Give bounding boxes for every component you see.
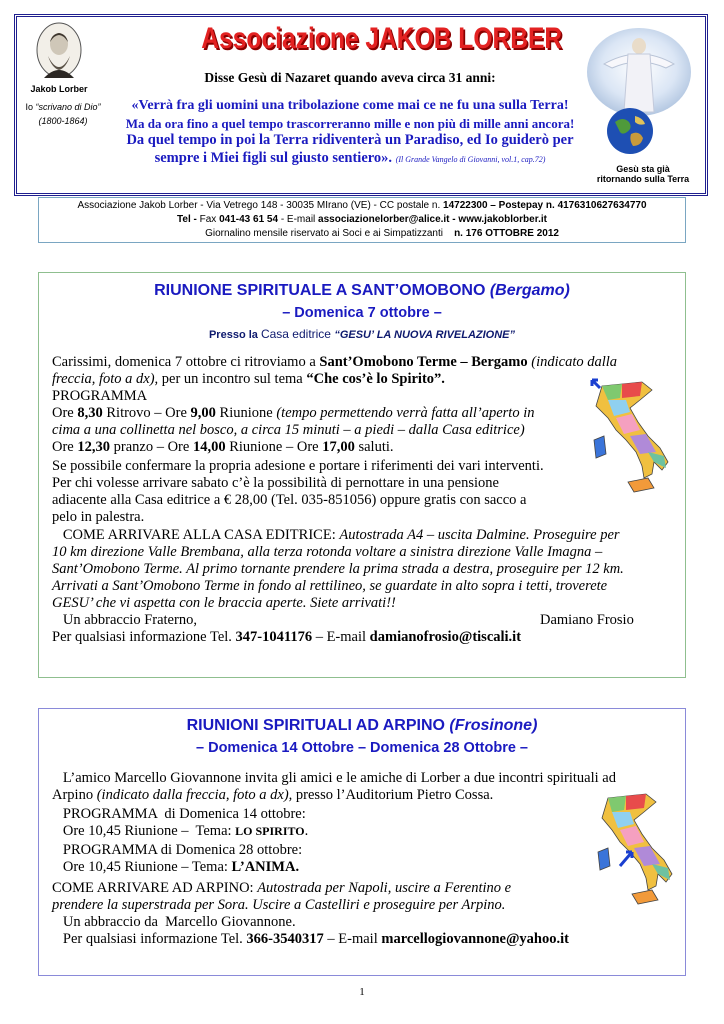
signer-name: Damiano Frosio [540,612,634,628]
portrait-caption-years: (1800-1864) [38,116,88,126]
quote-line: sempre i Miei figli sul giusto sentiero». (Il Grande Vangelo di Giovanni, vol.1, cap.72) [154,150,546,166]
section2-body: L’amico Marcello Giovannone invita gli amici e le amiche di Lorber a due incontri spirituali ad Arpino (indicato dalla freccia, foto a dx), presso l’Auditorium Pietro Cossa. PROGRAMMA di Domenica 14 ottobre: Ore 10,45 Riunione – Tema: LO SPIRITO. PROGRAMMA di Domenica 28 ottobre: Ore 10,45 Riunione – Tema: L’ANIMA. COME ARRIVARE AD ARPINO: Autostrada per Napoli, uscire a Ferentino e prendere la superstrada per Sora. Uscire a Castelliri e proseguire per Arpino. Un abbraccio da Marcello Giovannone. Per qualsiasi informazione Tel. 366-3540317 – E-mail marcellogiovannone@yahoo.it [52,770,616,947]
section-venue: Presso la Casa editrice “GESU’ LA NUOVA RIVELAZIONE” [208,327,516,341]
section-date: – Domenica 14 Ottobre – Domenica 28 Ottobre – [196,740,528,756]
jesus-image [584,24,694,118]
portrait-caption-name: Jakob Lorber [30,84,88,94]
portrait-caption-role: Io “scrivano di Dio” [25,102,101,112]
quote-line: Ma da ora fino a quel tempo trascorreranno mille e non più di mille anni ancora! [125,116,575,131]
quote-line: Da quel tempo in poi la Terra ridiventerà un Paradiso, ed Io guiderò per [126,132,574,148]
jesus-caption: Gesù sta già ritornando sulla Terra [596,164,690,184]
section-date: – Domenica 7 ottobre – [282,305,442,321]
section-title: RIUNIONI SPIRITUALI AD ARPINO (Frosinone) [186,717,538,734]
section-title: RIUNIONE SPIRITUALE A SANT’OMOBONO (Bergamo) [154,282,570,299]
globe-icon [605,106,655,156]
page-number: 1 [359,986,365,998]
page-title: Associazione JAKOB LORBER [201,22,563,55]
italy-map-bergamo [582,378,678,498]
italy-map-arpino [590,790,680,914]
quote-reference: (Il Grande Vangelo di Giovanni, vol.1, cap.72) [395,155,546,164]
quote-line: «Verrà fra gli uomini una tribolazione come mai ce ne fu una sulla Terra! [131,98,569,113]
section1-body: Carissimi, domenica 7 ottobre ci ritroviamo a Sant’Omobono Terme – Bergamo (indicato dalla freccia, foto a dx), per un incontro sul tema “Che cos’è lo Spirito”. PROGRAMMA Ore 8,30 Ritrovo – Ore 9,00 Riunione (tempo permettendo verrà fatta all’aperto in cima a una collinetta nel bosco, a circa 15 minuti – a piedi – dalla Casa editrice) Ore 12,30 pranzo – Ore 14,00 Riunione – Ore 17,00 saluti. Se possibile confermare la propria adesione e portare i riferimenti dei vari interventi. Per chi volesse arrivare sabato c’è la possibilità di pernottare in una pensione adiacente alla Casa editrice a € 28,00 (Tel. 035-851056) oppure gratis con sacco a pelo in palestra. COME ARRIVARE ALLA CASA EDITRICE: Autostrada A4 – uscita Dalmine. Proseguire per 10 km direzione Valle Brembana, alla terza rotonda voltare a sinistra direzione Valle Imagna – Sant’Omobono Terme. Al primo tornante prendere la prima strada a destra, proseguire per 12 km. Arrivati a Sant’Omobono Terme in fondo al rettilineo, se guardate in alto sopra i tetti, troverete GESU’ che vi aspetta con le braccia aperte. Siete arrivati!! Un abbraccio Fraterno, Damiano Frosio Per qualsiasi informazione Tel. 347-1041176 – E-mail damianofrosio@tiscali.it [52,354,634,645]
jakob-lorber-portrait [36,22,82,78]
association-info-bar: Associazione Jakob Lorber - Via Vetrego 148 - 30035 MIrano (VE) - CC postale n. 14722300 – Postepay n. 4176310627634770 Tel - Fax 041-43 61 54 - E-mail associazionelorber@alice.it - www.jakoblorber.it Giornalino mensile riservato ai Soci e ai Simpatizzanti n. 176 OTTOBRE 2012 [38,197,686,243]
saying-intro: Disse Gesù di Nazaret quando aveva circa 31 anni: [204,70,496,85]
email-link[interactable]: marcellogiovannone@yahoo.it [381,931,569,947]
email-link[interactable]: damianofrosio@tiscali.it [369,629,522,645]
